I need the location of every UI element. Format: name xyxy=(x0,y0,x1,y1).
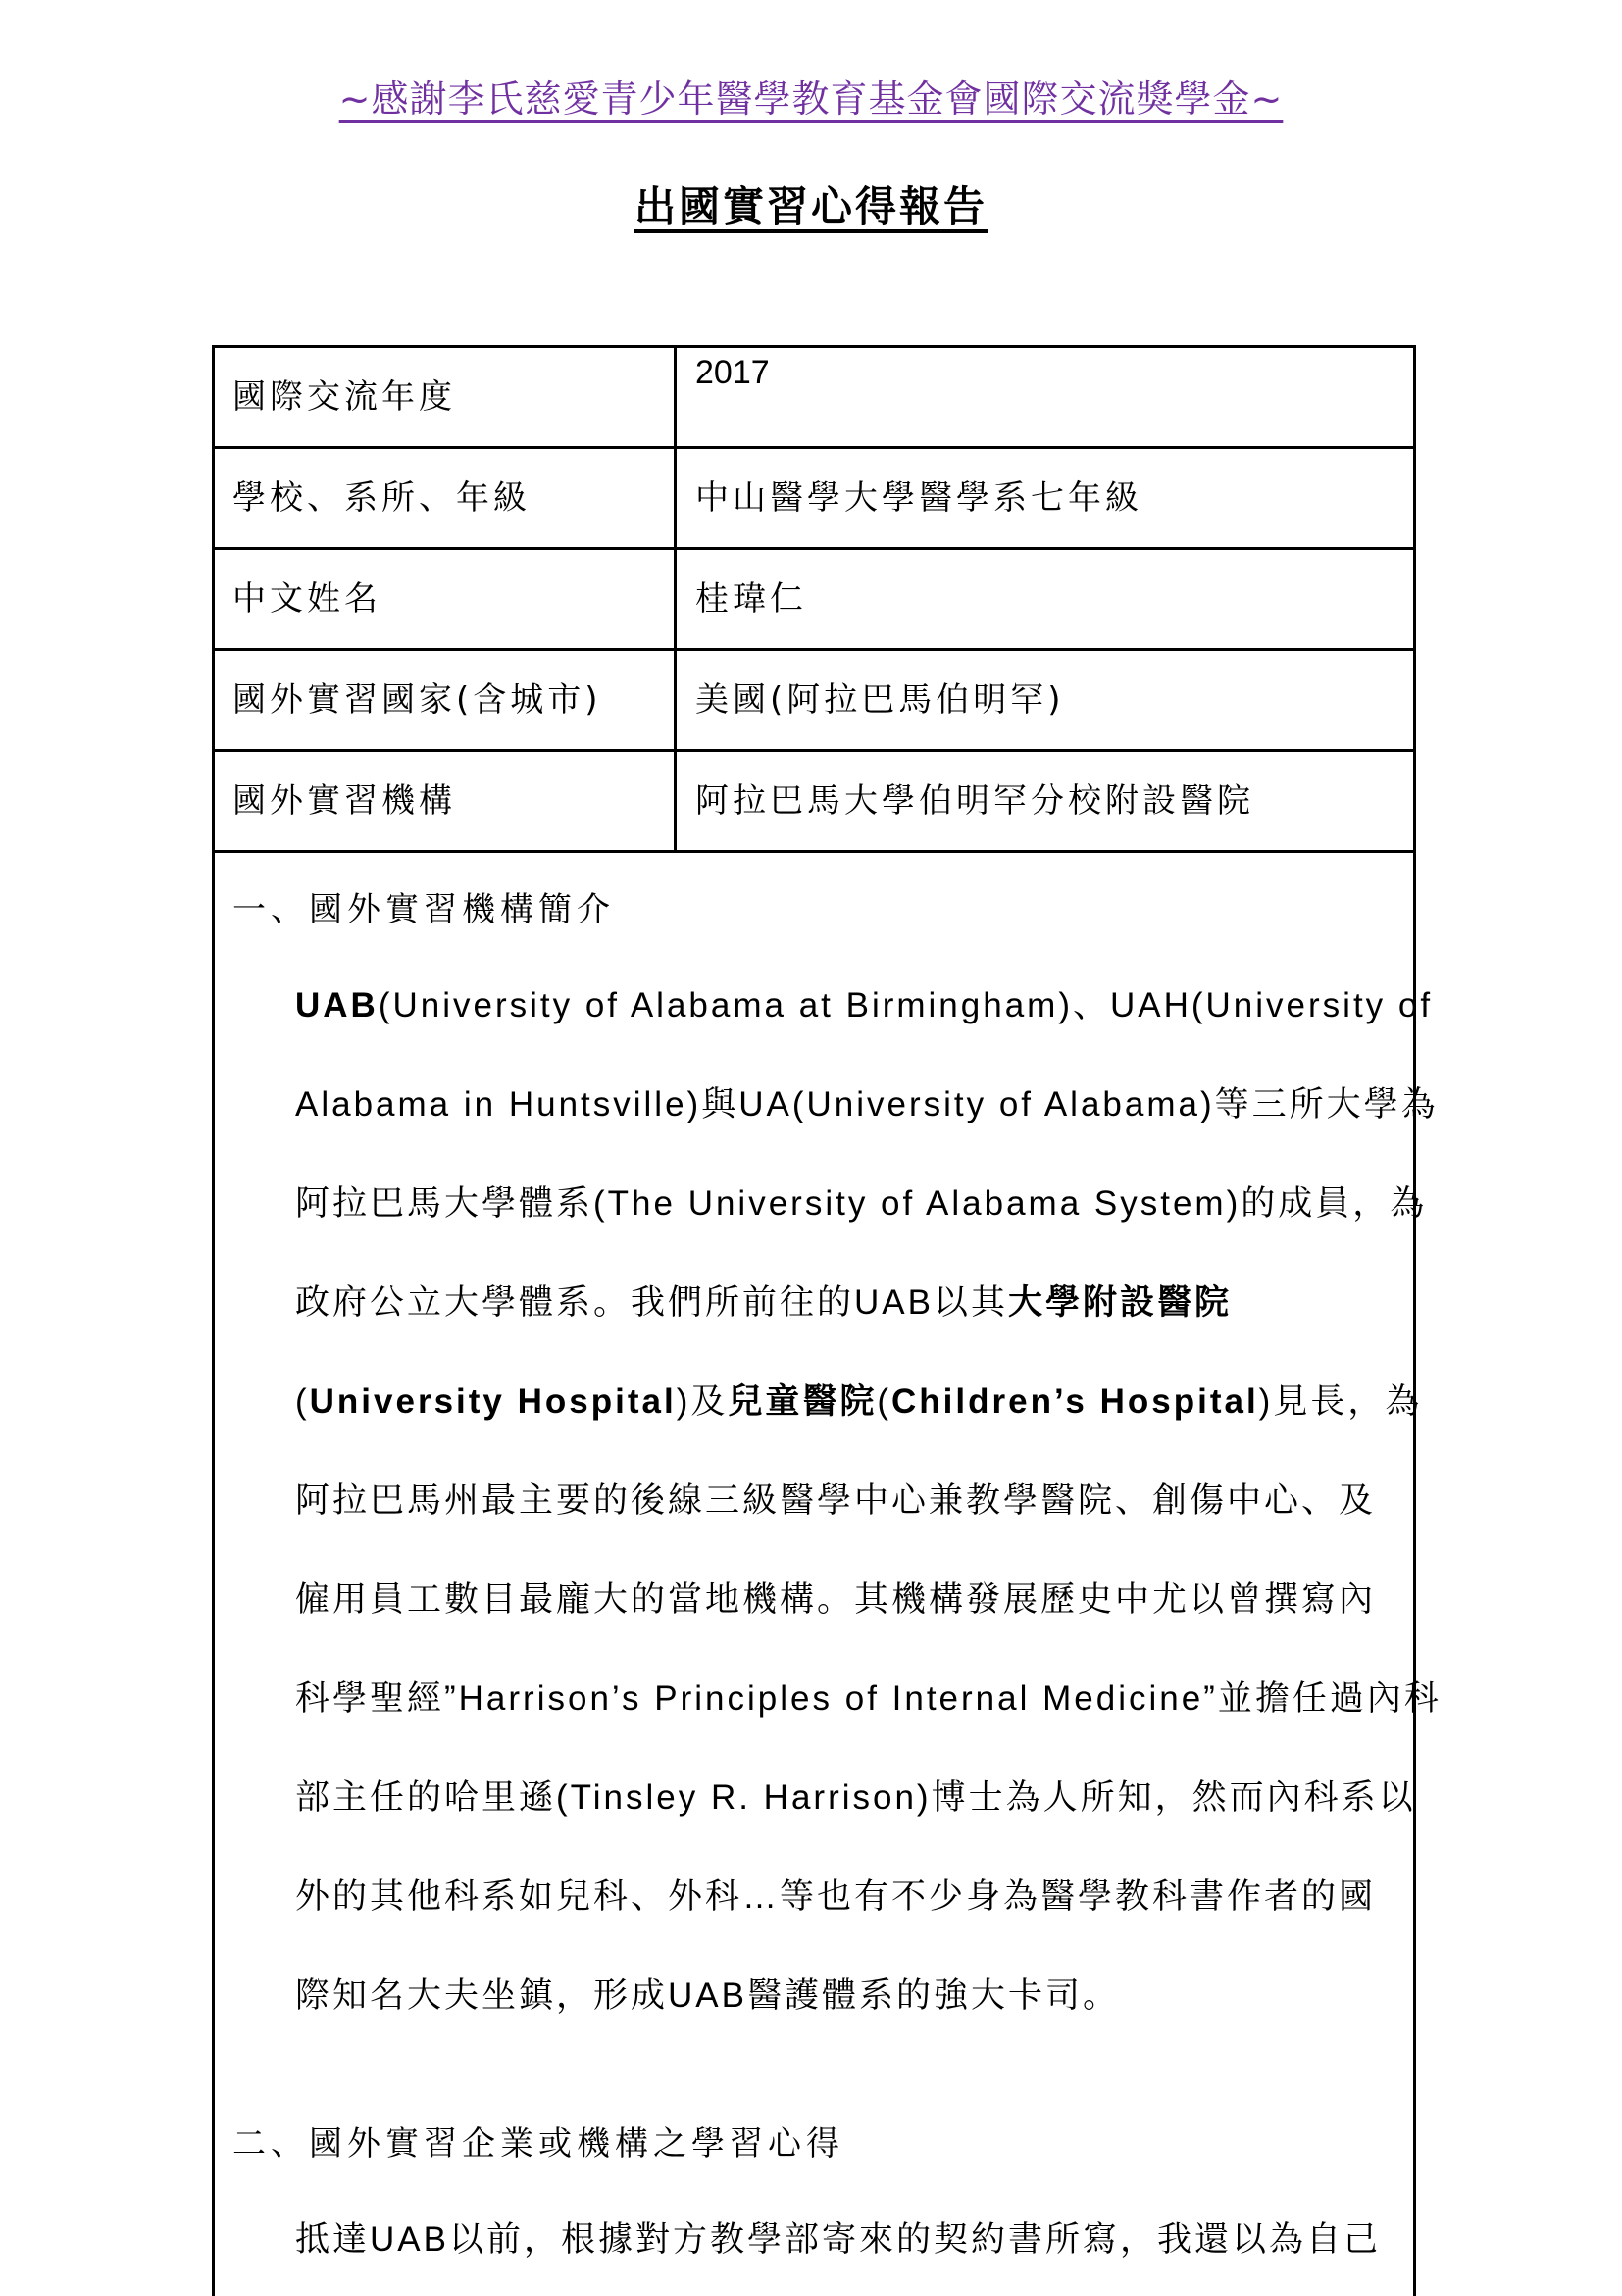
scholarship-banner: ~感謝李氏慈愛青少年醫學教育基金會國際交流獎學金~ xyxy=(338,77,1284,121)
paragraph-line xyxy=(295,1969,1120,2018)
info-label-country: 國外實習國家(含城市) xyxy=(232,680,602,720)
paragraph-line xyxy=(295,1473,1376,1522)
text-run: 僱用員工數目最龐大的當地機構。其機構發展歷史中尤以曾撰寫內 xyxy=(295,1580,1377,1619)
text-run: 阿拉巴馬州最主要的後線三級醫學中心兼教學醫院、創傷中心、及 xyxy=(295,1481,1377,1520)
text-run: 外的其他科系如兒科、外科…等也有不少身為醫學教科書作者的國 xyxy=(295,1877,1377,1916)
report-title: 出國實習心得報告 xyxy=(634,182,988,230)
info-label-name: 中文姓名 xyxy=(232,579,381,619)
section-1-heading: 一、國外實習機構簡介 xyxy=(232,890,615,929)
text-run: 兒童醫院 xyxy=(728,1382,878,1421)
info-value-country: 美國(阿拉巴馬伯明罕) xyxy=(695,680,1065,720)
info-row-institution xyxy=(215,752,1413,853)
info-row-year xyxy=(215,348,1413,449)
info-row-country xyxy=(215,651,1413,752)
info-value-name: 桂瑋仁 xyxy=(695,579,807,619)
report-table xyxy=(212,345,1442,2296)
column-divider xyxy=(674,752,677,850)
text-run: ( xyxy=(877,1382,892,1421)
text-run: )見長，為 xyxy=(1258,1382,1423,1421)
paragraph-line xyxy=(295,1870,1376,1919)
text-run: (University of Alabama at Birmingham)、UAH(University of xyxy=(378,986,1434,1024)
info-label-school: 學校、系所、年級 xyxy=(232,478,531,518)
text-run: 阿拉巴馬大學體系(The University of Alabama System)的成員，為 xyxy=(295,1184,1428,1223)
column-divider xyxy=(674,550,677,648)
text-run: ( xyxy=(295,1382,310,1421)
column-divider xyxy=(674,449,677,547)
section-2-heading: 二、國外實習企業或機構之學習心得 xyxy=(232,2124,844,2164)
text-run: University Hospital xyxy=(309,1382,677,1421)
text-run: 際知名大夫坐鎮，形成UAB醫護體系的強大卡司。 xyxy=(295,1976,1120,2015)
text-run: 科學聖經”Harrison’s Principles of Internal Medicine”並擔任過內科 xyxy=(295,1679,1442,1718)
info-row-school xyxy=(215,449,1413,550)
info-row-name xyxy=(215,550,1413,651)
info-value-school: 中山醫學大學醫學系七年級 xyxy=(695,478,1142,518)
paragraph-line xyxy=(295,1176,1427,1225)
paragraph-line xyxy=(295,1771,1416,1820)
text-run: 政府公立大學體系。我們所前往的UAB以其 xyxy=(295,1283,1008,1322)
info-label-year: 國際交流年度 xyxy=(232,377,456,417)
paragraph-line xyxy=(295,1275,1232,1324)
paragraph-line xyxy=(295,1572,1376,1622)
paragraph-line xyxy=(295,1077,1439,1126)
text-run: Children’s Hospital xyxy=(891,1382,1259,1421)
text-run: UAB xyxy=(295,986,379,1024)
paragraph-line xyxy=(295,1672,1442,1721)
column-divider xyxy=(674,348,677,446)
paragraph-line xyxy=(295,978,1433,1027)
text-run: )及 xyxy=(676,1382,729,1421)
text-run: 大學附設醫院 xyxy=(1007,1283,1232,1322)
paragraph-line xyxy=(295,2213,1381,2262)
text-run: Alabama in Huntsville)與UA(University of Alabama)等三所大學為 xyxy=(295,1085,1439,1123)
paragraph-line xyxy=(295,1374,1422,1423)
text-run: 抵達UAB以前，根據對方教學部寄來的契約書所寫，我還以為自己 xyxy=(295,2221,1381,2259)
info-label-institution: 國外實習機構 xyxy=(232,781,456,821)
column-divider xyxy=(674,651,677,749)
info-value-year: 2017 xyxy=(695,354,770,391)
text-run: 部主任的哈里遜(Tinsley R. Harrison)博士為人所知，然而內科系以 xyxy=(295,1778,1416,1817)
info-value-institution: 阿拉巴馬大學伯明罕分校附設醫院 xyxy=(695,781,1254,821)
